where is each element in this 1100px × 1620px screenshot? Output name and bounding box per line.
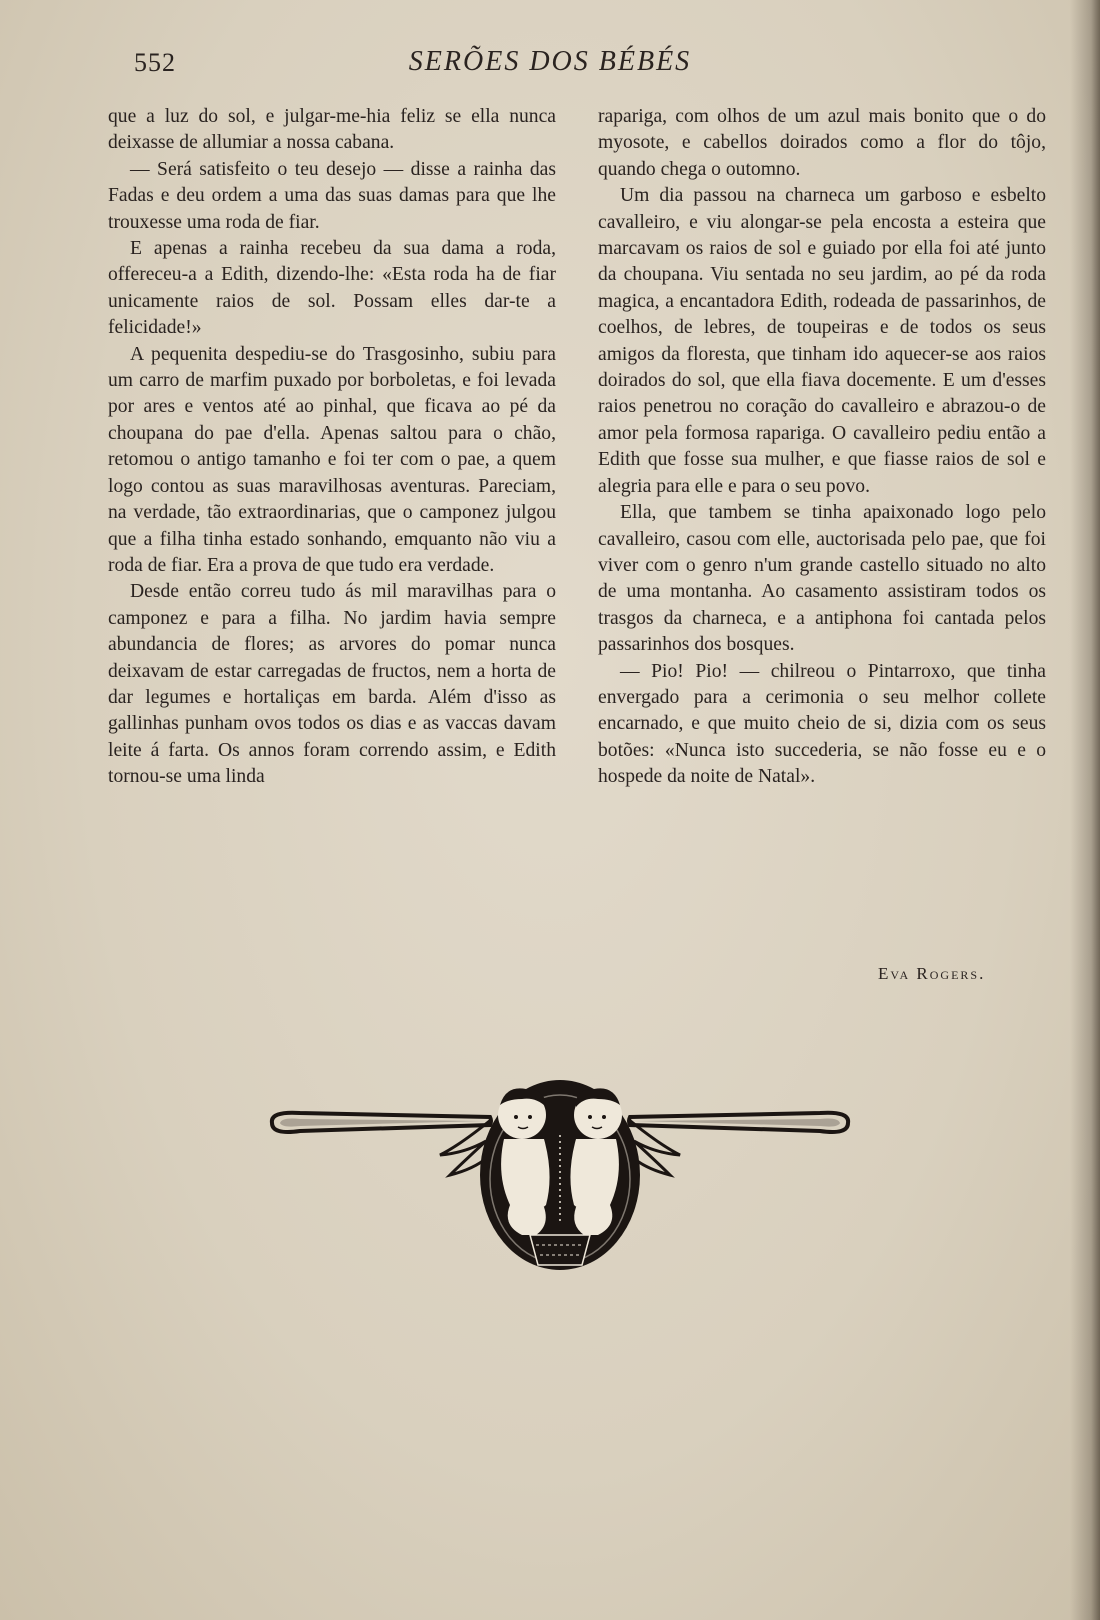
left-paragraph-3: E apenas a rainha recebeu da sua dama a roda, offereceu-a a Edith, dizendo-lhe: «Esta roda ha de fiar unicamente raios de sol. Possam elles dar-te a felicidade!» — [108, 238, 556, 339]
right-paragraph-3: Ella, que tambem se tinha apaixonado logo pelo cavalleiro, casou com elle, auctorisada pelo pae, que foi viver com o genro n'um grande castello situado no alto de uma montanha. Ao casamento assistiram todos os trasgos da charneca, e a antiphona foi cantada pelos passarinhos dos bosques. — [598, 502, 1046, 656]
right-paragraph-1: rapariga, com olhos de um azul mais bonito que o do myosote, e cabellos doirados como a flor do tôjo, quando chega o outomno. — [598, 106, 1046, 180]
winged-cherubs-vignette-icon — [260, 1075, 860, 1325]
left-column — [108, 104, 556, 791]
running-head: SERÕES DOS BÉBÉS — [408, 46, 692, 77]
left-paragraph-4: A pequenita despediu-se do Trasgosinho, subiu para um carro de marfim puxado por borboletas, e foi levada por ares e ventos até ao pinhal, que ficava ao pé da choupana do pae d'ella. Apenas saltou para o chão, retomou o antigo tamanho e foi ter com o pae, a quem logo contou as suas maravilhosas aventuras. Pareciam, na verdade, tão extraordinarias, que o camponez julgou que a filha tinha estado sonhando, emquanto não viu a roda de fiar. Era a prova de que tudo era verdade. — [108, 343, 556, 576]
right-paragraph-2: Um dia passou na charneca um garboso e esbelto cavalleiro, e viu alongar-se pela encosta a esteira que marcavam os raios de sol e guiado por ella foi até junto da choupana. Viu sentada no seu jardim, ao pé da roda magica, a encantadora Edith, rodeada de passarinhos, de coelhos, de lebres, de toupeiras e de todos os seus amigos da floresta, que tinham ido aquecer-se aos raios doirados do sol, que ella fiava docemente. E um d'esses raios penetrou no coração do cavalleiro e abrazou-o de amor pela formosa rapariga. O cavalleiro pediu então a Edith que fosse sua mulher, e que fiasse raios de sol e alegria para elle e para o seu povo. — [598, 185, 1046, 497]
page-edge-shadow — [1070, 0, 1100, 1620]
left-paragraph-1: que a luz do sol, e julgar-me-hia feliz se ella nunca deixasse de allumiar a nossa cabana. — [108, 106, 556, 154]
author-signature: Eva Rogers. — [878, 964, 986, 983]
page-number: 552 — [134, 48, 176, 77]
right-paragraph-4: — Pio! Pio! — chilreou o Pintarroxo, que tinha envergado para a cerimonia o seu melhor collete encarnado, e que muito cheio de si, dizia com os seus botões: «Nunca isto succederia, se não fosse eu e o hospede da noite de Natal». — [598, 660, 1046, 788]
left-paragraph-2: — Será satisfeito o teu desejo — disse a rainha das Fadas e deu ordem a uma das suas damas para que lhe trouxesse uma roda de fiar. — [108, 158, 556, 233]
right-column — [598, 104, 1046, 791]
left-paragraph-5: Desde então correu tudo ás mil maravilhas para o camponez e para a filha. No jardim havia sempre abundancia de flores; as arvores do pomar nunca deixavam de estar carregadas de fructos, nem a horta de dar legumes e hortaliças em barda. Além d'isso as gallinhas punham ovos todos os dias e as vaccas davam leite á farta. Os annos foram correndo assim, e Edith tornou-se uma linda — [108, 581, 556, 788]
